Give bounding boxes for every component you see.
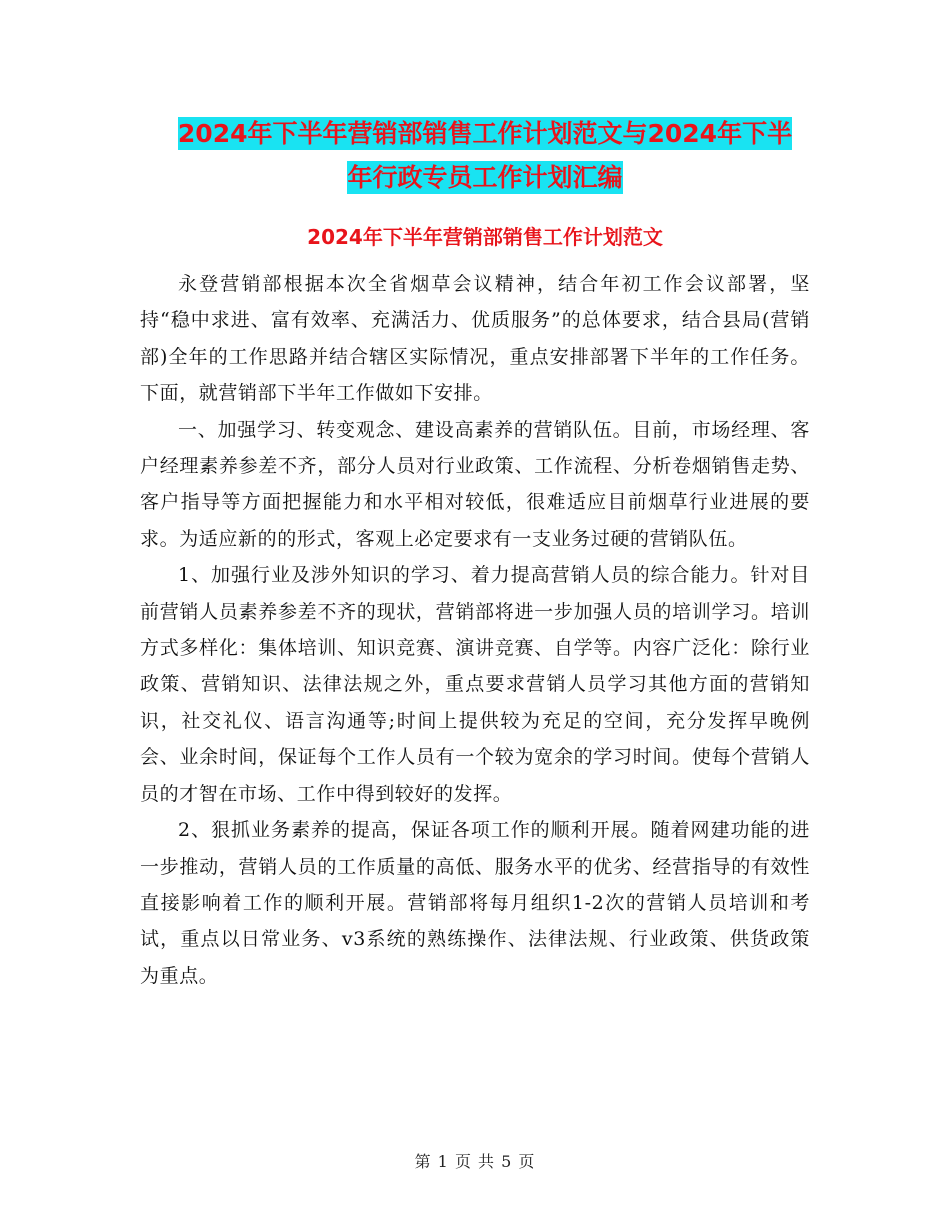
paragraph-intro: 永登营销部根据本次全省烟草会议精神，结合年初工作会议部署，坚持“稳中求进、富有效率、充满活力、优质服务”的总体要求，结合县局(营销部)全年的工作思路并结合辖区实际情况，重点安排部署下半年的工作任务。下面，就营销部下半年工作做如下安排。 xyxy=(140,273,810,405)
document-title-line-1: 2024年下半年营销部销售工作计划范文与2024年下半 xyxy=(177,119,793,148)
document-title-line-2: 年行政专员工作计划汇编 xyxy=(347,163,623,192)
page-footer: 第 1 页 共 5 页 xyxy=(414,1152,536,1171)
paragraph-item-1: 1、加强行业及涉外知识的学习、着力提高营销人员的综合能力。针对目前营销人员素养参差不齐的现状，营销部将进一步加强人员的培训学习。培训方式多样化：集体培训、知识竞赛、演讲竞赛、自学等。内容广泛化：除行业政策、营销知识、法律法规之外，重点要求营销人员学习其他方面的营销知识，社交礼仪、语言沟通等;时间上提供较为充足的空间，充分发挥早晚例会、业余时间，保证每个工作人员有一个较为宽余的学习时间。使每个营销人员的才智在市场、工作中得到较好的发挥。 xyxy=(140,564,810,805)
document-title xyxy=(140,112,830,200)
document-body xyxy=(140,266,810,994)
paragraph-section-1: 一、加强学习、转变观念、建设高素养的营销队伍。目前，市场经理、客户经理素养参差不齐，部分人员对行业政策、工作流程、分析卷烟销售走势、客户指导等方面把握能力和水平相对较低，很难适应目前烟草行业进展的要求。为适应新的的形式，客观上必定要求有一支业务过硬的营销队伍。 xyxy=(140,418,810,550)
paragraph-item-2: 2、狠抓业务素养的提高，保证各项工作的顺利开展。随着网建功能的进一步推动，营销人员的工作质量的高低、服务水平的优劣、经营指导的有效性直接影响着工作的顺利开展。营销部将每月组织1-2次的营销人员培训和考试，重点以日常业务、v3系统的熟练操作、法律法规、行业政策、供货政策为重点。 xyxy=(140,819,810,987)
section-title: 2024年下半年营销部销售工作计划范文 xyxy=(307,225,663,249)
